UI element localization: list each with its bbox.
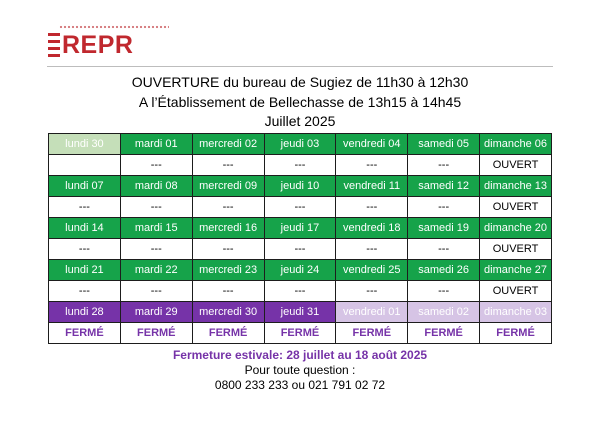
day-cell: mercredi 30 <box>192 302 264 323</box>
day-cell: jeudi 31 <box>264 302 336 323</box>
status-cell: FERMÉ <box>120 323 192 344</box>
status-cell: --- <box>336 155 408 176</box>
status-cell: --- <box>120 197 192 218</box>
status-cell: --- <box>336 239 408 260</box>
day-cell: mercredi 02 <box>192 134 264 155</box>
contact-question: Pour toute question : <box>244 363 356 377</box>
day-cell: samedi 19 <box>408 218 480 239</box>
status-cell: --- <box>408 281 480 302</box>
status-cell: --- <box>408 155 480 176</box>
day-cell: samedi 12 <box>408 176 480 197</box>
calendar-day-row <box>49 302 552 323</box>
status-cell: OUVERT <box>480 197 552 218</box>
status-cell: --- <box>408 239 480 260</box>
day-cell: vendredi 11 <box>336 176 408 197</box>
page-header <box>0 73 600 132</box>
status-cell <box>49 155 121 176</box>
day-cell: mardi 01 <box>120 134 192 155</box>
day-cell: dimanche 06 <box>480 134 552 155</box>
calendar-status-row <box>49 155 552 176</box>
status-cell: --- <box>49 197 121 218</box>
status-cell: --- <box>264 239 336 260</box>
day-cell: mardi 22 <box>120 260 192 281</box>
month-title: Juillet 2025 <box>264 113 336 129</box>
contact-phones: 0800 233 233 ou 021 791 02 72 <box>214 378 386 392</box>
day-cell: dimanche 13 <box>480 176 552 197</box>
day-cell: mardi 15 <box>120 218 192 239</box>
calendar-day-row <box>49 218 552 239</box>
status-cell: OUVERT <box>480 281 552 302</box>
calendar-day-row <box>49 260 552 281</box>
day-cell: jeudi 03 <box>264 134 336 155</box>
opening-sugiez: OUVERTURE du bureau de Sugiez de 11h30 à 12h30 <box>131 74 469 90</box>
day-cell: lundi 28 <box>49 302 121 323</box>
status-cell: --- <box>192 239 264 260</box>
status-cell: FERMÉ <box>264 323 336 344</box>
status-cell: FERMÉ <box>49 323 121 344</box>
day-cell: samedi 02 <box>408 302 480 323</box>
day-cell: dimanche 20 <box>480 218 552 239</box>
status-cell: --- <box>120 239 192 260</box>
day-cell: mardi 29 <box>120 302 192 323</box>
logo-mark-icon <box>47 30 61 58</box>
day-cell: lundi 14 <box>49 218 121 239</box>
status-cell: FERMÉ <box>408 323 480 344</box>
opening-bellechasse: A l’Établissement de Bellechasse de 13h15 à 14h45 <box>138 93 462 110</box>
day-cell: jeudi 10 <box>264 176 336 197</box>
status-cell: --- <box>336 197 408 218</box>
status-cell: --- <box>336 281 408 302</box>
day-cell: vendredi 01 <box>336 302 408 323</box>
day-cell: dimanche 03 <box>480 302 552 323</box>
status-cell: --- <box>264 155 336 176</box>
status-cell: --- <box>408 197 480 218</box>
day-cell: samedi 05 <box>408 134 480 155</box>
calendar-status-row <box>49 323 552 344</box>
day-cell: samedi 26 <box>408 260 480 281</box>
page-footer <box>0 348 600 393</box>
day-cell: mercredi 23 <box>192 260 264 281</box>
day-cell: lundi 07 <box>49 176 121 197</box>
summer-closure-notice: Fermeture estivale: 28 juillet au 18 août 2025 <box>172 348 428 362</box>
repr-logo <box>47 25 167 61</box>
day-cell: mercredi 16 <box>192 218 264 239</box>
status-cell: --- <box>120 281 192 302</box>
status-cell: --- <box>264 281 336 302</box>
day-cell: vendredi 04 <box>336 134 408 155</box>
status-cell: OUVERT <box>480 155 552 176</box>
day-cell: lundi 30 <box>49 134 121 155</box>
calendar-status-row <box>49 197 552 218</box>
status-cell: --- <box>192 281 264 302</box>
status-cell: --- <box>192 197 264 218</box>
calendar-day-row <box>49 134 552 155</box>
day-cell: lundi 21 <box>49 260 121 281</box>
day-cell: vendredi 25 <box>336 260 408 281</box>
header-divider <box>47 66 553 67</box>
status-cell: --- <box>49 281 121 302</box>
status-cell: FERMÉ <box>336 323 408 344</box>
status-cell: FERMÉ <box>192 323 264 344</box>
status-cell: OUVERT <box>480 239 552 260</box>
logo-dots-decoration <box>59 25 169 29</box>
status-cell: --- <box>120 155 192 176</box>
calendar-status-row <box>49 281 552 302</box>
status-cell: --- <box>264 197 336 218</box>
day-cell: mardi 08 <box>120 176 192 197</box>
calendar-status-row <box>49 239 552 260</box>
calendar-day-row <box>49 176 552 197</box>
opening-calendar <box>48 133 552 344</box>
day-cell: jeudi 17 <box>264 218 336 239</box>
status-cell: --- <box>49 239 121 260</box>
logo-text: REPR <box>62 31 134 59</box>
day-cell: mercredi 09 <box>192 176 264 197</box>
day-cell: jeudi 24 <box>264 260 336 281</box>
status-cell: FERMÉ <box>480 323 552 344</box>
day-cell: vendredi 18 <box>336 218 408 239</box>
status-cell: --- <box>192 155 264 176</box>
day-cell: dimanche 27 <box>480 260 552 281</box>
